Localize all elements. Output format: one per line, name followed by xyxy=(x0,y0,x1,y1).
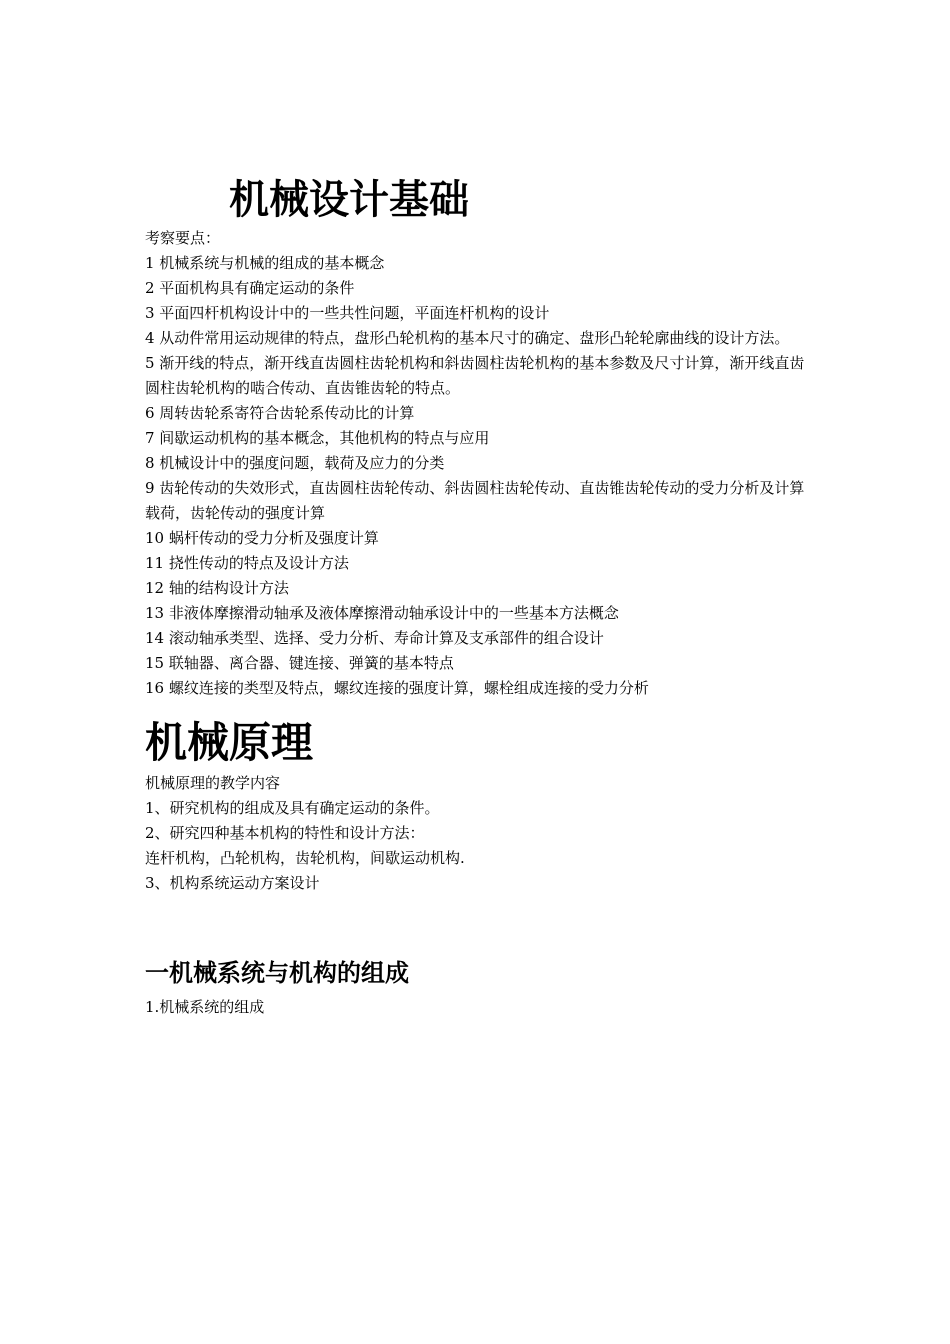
list-item: 15 联轴器、离合器、键连接、弹簧的基本特点 xyxy=(145,654,454,672)
list-item: 12 轴的结构设计方法 xyxy=(145,579,289,597)
list-item: 2 平面机构具有确定运动的条件 xyxy=(145,279,355,297)
list-item: 16 螺纹连接的类型及特点，螺纹连接的强度计算，螺栓组成连接的受力分析 xyxy=(145,679,649,697)
list-item: 14 滚动轴承类型、选择、受力分析、寿命计算及支承部件的组合设计 xyxy=(145,629,604,647)
list-item: 8 机械设计中的强度问题，载荷及应力的分类 xyxy=(145,454,445,472)
text-line: 1.机械系统的组成 xyxy=(145,998,265,1016)
list-item: 9 齿轮传动的失效形式，直齿圆柱齿轮传动、斜齿圆柱齿轮传动、直齿锥齿轮传动的受力分析及计算载荷，齿轮传动的强度计算 xyxy=(145,479,805,522)
list-item: 1 机械系统与机械的组成的基本概念 xyxy=(145,254,385,272)
principles-content xyxy=(145,771,810,896)
list-item: 6 周转齿轮系寄符合齿轮系传动比的计算 xyxy=(145,404,415,422)
list-item: 13 非液体摩擦滑动轴承及液体摩擦滑动轴承设计中的一些基本方法概念 xyxy=(145,604,619,622)
list-item: 7 间歇运动机构的基本概念，其他机构的特点与应用 xyxy=(145,429,490,447)
list-item: 11 挠性传动的特点及设计方法 xyxy=(145,554,349,572)
text-line: 连杆机构，凸轮机构，齿轮机构，间歇运动机构. xyxy=(145,849,465,867)
list-item: 5 渐开线的特点，渐开线直齿圆柱齿轮机构和斜齿圆柱齿轮机构的基本参数及尺寸计算，渐开线直齿圆柱齿轮机构的啮合传动、直齿锥齿轮的特点。 xyxy=(145,354,805,397)
list-item: 4 从动件常用运动规律的特点，盘形凸轮机构的基本尺寸的确定、盘形凸轮轮廓曲线的设计方法。 xyxy=(145,329,790,347)
exam-points-list xyxy=(145,251,810,701)
text-line: 机械原理的教学内容 xyxy=(145,774,281,792)
exam-points-label: 考察要点： xyxy=(145,229,221,247)
heading-mechanical-design-basics: 机械设计基础 xyxy=(229,177,469,223)
heading-mechanical-principles: 机械原理 xyxy=(145,718,314,767)
document-page xyxy=(145,0,810,1020)
text-line: 2、研究四种基本机构的特性和设计方法： xyxy=(145,824,425,842)
heading-system-composition: 一机械系统与机构的组成 xyxy=(145,959,409,987)
text-line: 3、机构系统运动方案设计 xyxy=(145,874,320,892)
list-item: 10 蜗杆传动的受力分析及强度计算 xyxy=(145,529,379,547)
list-item: 3 平面四杆机构设计中的一些共性问题，平面连杆机构的设计 xyxy=(145,304,550,322)
text-line: 1、研究机构的组成及具有确定运动的条件。 xyxy=(145,799,440,817)
